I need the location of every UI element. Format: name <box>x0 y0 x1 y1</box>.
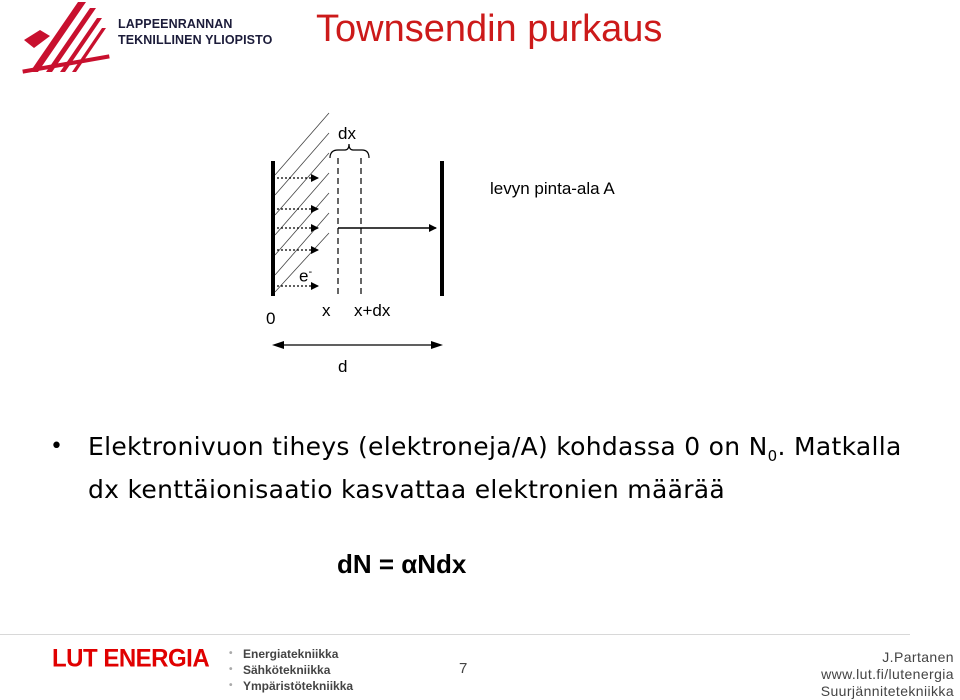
dx-brace <box>330 144 369 158</box>
x-plus-dx-label: x+dx <box>354 301 391 320</box>
department-item: • Energiatekniikka <box>229 646 353 662</box>
logo-text-line2: TEKNILLINEN YLIOPISTO <box>118 33 273 47</box>
bullet-text: Elektronivuon tiheys (elektroneja/A) kohdassa 0 on $N_0$. Matkalla dx kenttäionisaatio kasvattaa elektronien määrää <box>88 432 902 504</box>
department-item: • Sähkötekniikka <box>229 662 353 678</box>
gap-d-label: d <box>338 357 348 376</box>
author-block <box>821 649 954 700</box>
page-title: Townsendin purkaus <box>316 8 663 50</box>
formula: dN = αNdx <box>337 549 467 579</box>
origin-label: 0 <box>266 309 276 328</box>
footer-divider <box>0 634 910 635</box>
author-name: J.Partanen <box>882 649 954 665</box>
bullet-marker: • <box>50 434 64 459</box>
dx-label: dx <box>338 124 356 143</box>
lut-energia-logo: LUT ENERGIA <box>52 644 210 673</box>
plate-area-label: levyn pinta-ala A <box>490 179 615 198</box>
x-label: x <box>322 301 331 320</box>
department-list <box>229 646 353 694</box>
department-item: • Ympäristötekniikka <box>229 678 353 694</box>
website-link[interactable]: www.lut.fi/lutenergia <box>821 666 954 682</box>
logo-text-line1: LAPPEENRANNAN <box>118 17 233 31</box>
unit-name: Suurjännitetekniikka <box>820 683 954 699</box>
electron-label: e- <box>299 266 313 286</box>
page-number: 7 <box>459 660 468 677</box>
